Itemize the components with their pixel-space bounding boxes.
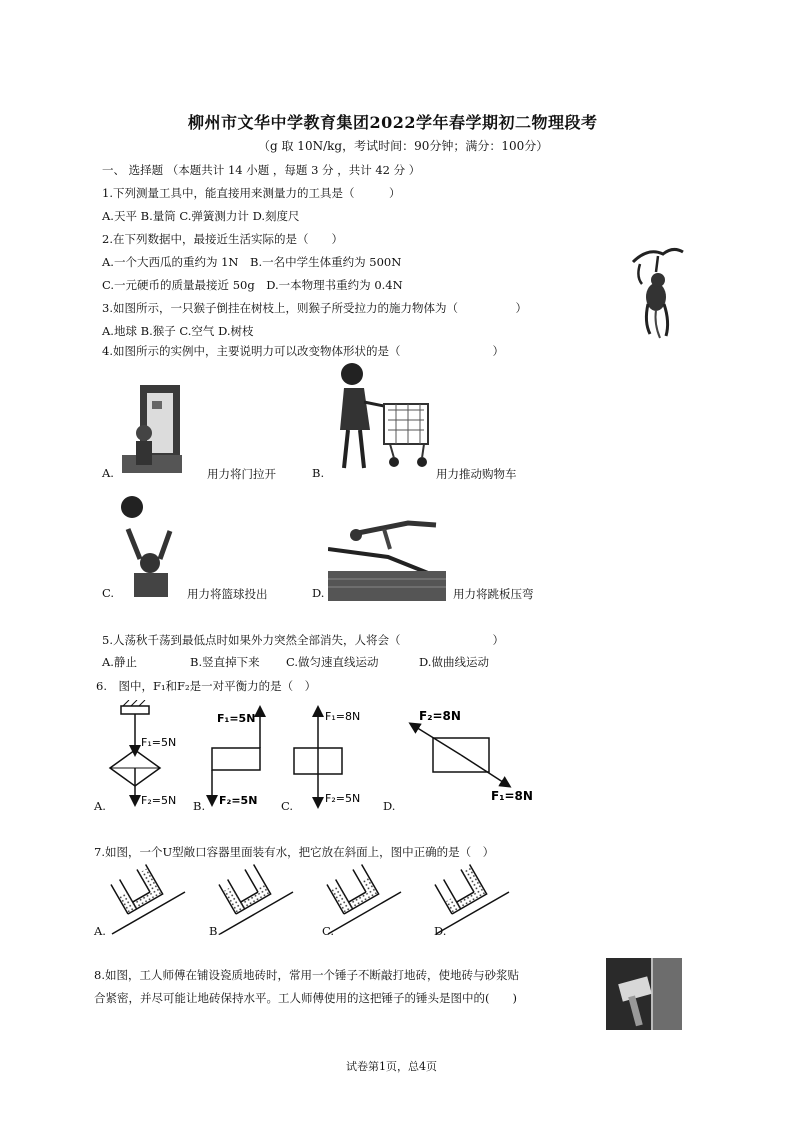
q6-diagram-b: [212, 708, 260, 807]
q4-option-a-caption: 用力将门拉开: [207, 467, 276, 481]
diving-board-icon: [328, 515, 446, 601]
q6-force-diagrams: [95, 700, 555, 820]
q6-option-d-letter: D.: [383, 799, 396, 813]
q1-stem: 1.下列测量工具中，能直接用来测量力的工具是（ ）: [102, 186, 401, 200]
q6-c-f1-label: F₁=8N: [325, 710, 361, 723]
q7-u-tube-diagrams: [100, 864, 520, 939]
page-title: 柳州市文华中学教育集团2022学年春学期初二物理段考: [188, 113, 598, 132]
q7-diagram-b: [219, 865, 293, 934]
q7-option-d-letter: D.: [434, 924, 447, 938]
hammer-photo-icon: [606, 958, 682, 1030]
q5-option-a: A.静止: [102, 655, 137, 669]
q6-b-f2-label: F₂=5N: [219, 794, 258, 807]
door-pull-icon: [122, 383, 184, 475]
q4-option-b-caption: 用力推动购物车: [436, 467, 517, 481]
q7-stem: 7.如图，一个U型敞口容器里面装有水，把它放在斜面上，图中正确的是（ ）: [94, 845, 495, 859]
q6-a-f1-label: F₁=5N: [141, 736, 177, 749]
q5-option-b: B.竖直掉下来: [190, 655, 260, 669]
q4-option-b-letter: B.: [312, 466, 325, 480]
q7-option-b-letter: B.: [209, 924, 222, 938]
q7-option-c-letter: C.: [322, 924, 335, 938]
q6-d-f2-label: F₂=8N: [419, 709, 461, 723]
q2-options-line2: C.一元硬币的质量最接近 50g D.一本物理书重约为 0.4N: [102, 278, 403, 292]
monkey-hanging-icon: [628, 242, 686, 342]
section-heading: 一、 选择题 （本题共计 14 小题 ，每题 3 分 ，共计 42 分 ）: [102, 163, 421, 177]
q6-c-f2-label: F₂=5N: [325, 792, 361, 805]
q7-option-a-letter: A.: [94, 924, 106, 938]
q6-diagram-a: [110, 700, 176, 807]
q2-stem: 2.在下列数据中，最接近生活实际的是（ ）: [102, 232, 343, 246]
q4-option-c-letter: C.: [102, 586, 115, 600]
q6-d-f1-label: F₁=8N: [491, 789, 533, 803]
q4-option-d-caption: 用力将跳板压弯: [453, 587, 534, 601]
q1-options: A.天平 B.量筒 C.弹簧测力计 D.刻度尺: [102, 209, 300, 223]
q5-option-d: D.做曲线运动: [419, 655, 489, 669]
shopping-cart-icon: [334, 360, 434, 475]
q3-stem: 3.如图所示，一只猴子倒挂在树枝上，则猴子所受拉力的施力物体为（ ）: [102, 301, 527, 315]
q4-option-c-caption: 用力将篮球投出: [187, 587, 268, 601]
basketball-throw-icon: [118, 493, 180, 598]
q8-stem-line2: 合紧密，并尽可能让地砖保持水平。工人师傅使用的这把锤子的锤头是图中的( ): [94, 991, 517, 1005]
q6-option-c-letter: C.: [281, 799, 294, 813]
q6-stem: 6. 图中，F₁和F₂是一对平衡力的是（ ）: [96, 679, 317, 693]
q4-option-d-letter: D.: [312, 586, 325, 600]
q5-option-c: C.做匀速直线运动: [286, 655, 379, 669]
q6-b-f1-label: F₁=5N: [217, 712, 256, 725]
q3-options: A.地球 B.猴子 C.空气 D.树枝: [102, 324, 254, 338]
q5-stem: 5.人荡秋千荡到最低点时如果外力突然全部消失，人将会（ ）: [102, 633, 504, 647]
q4-option-a-letter: A.: [102, 466, 114, 480]
q7-diagram-a: [111, 865, 185, 934]
q6-option-b-letter: B.: [193, 799, 206, 813]
q4-stem: 4.如图所示的实例中，主要说明力可以改变物体形状的是（ ）: [102, 344, 504, 358]
q8-stem-line1: 8.如图，工人师傅在铺设瓷质地砖时，常用一个锤子不断敲打地砖，使地砖与砂浆贴: [94, 968, 519, 982]
page-footer: 试卷第1页，总4页: [346, 1060, 437, 1073]
q6-diagram-c: [294, 708, 360, 806]
exam-info: （g 取 10N/kg，考试时间：90分钟；满分：100分）: [258, 139, 549, 153]
q6-a-f2-label: F₂=5N: [141, 794, 177, 807]
q2-options-line1: A.一个大西瓜的重约为 1N B.一名中学生体重约为 500N: [102, 255, 402, 269]
q6-option-a-letter: A.: [94, 799, 106, 813]
q6-diagram-d: [411, 709, 533, 803]
q7-diagram-c: [327, 865, 401, 934]
